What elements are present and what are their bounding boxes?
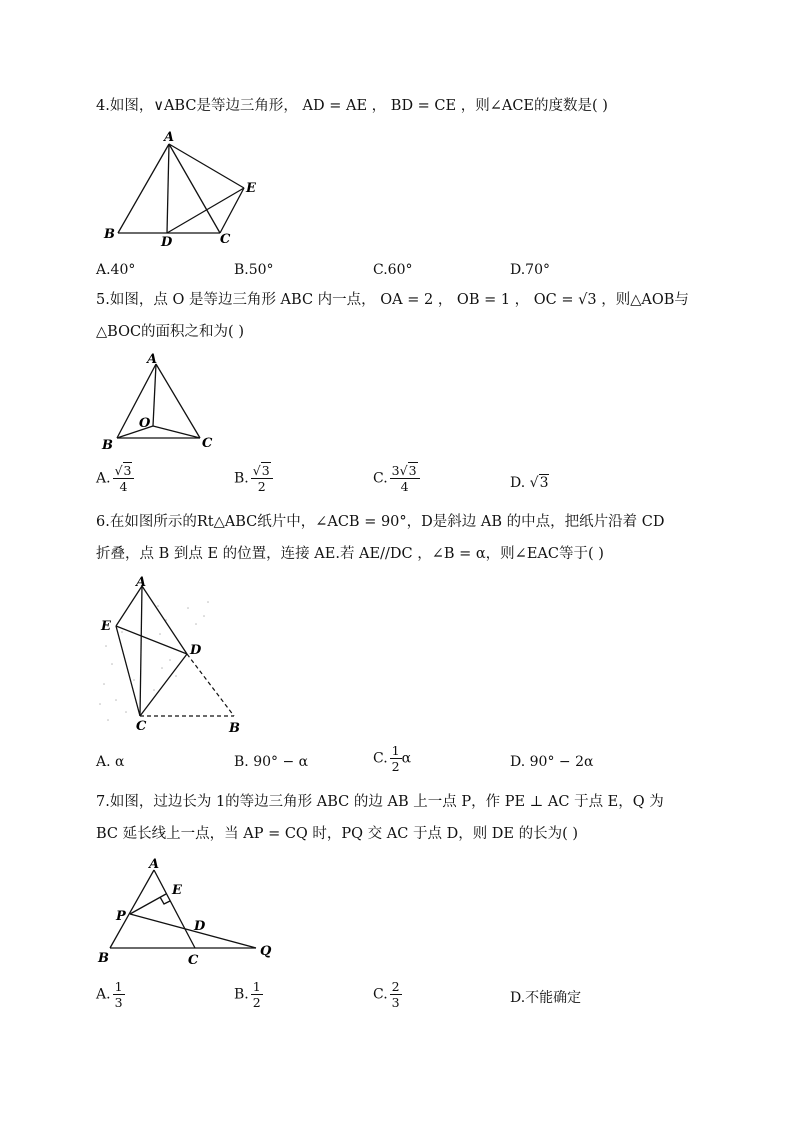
q7-option-b-fraction: $\frac{1}{2}$: [252, 979, 261, 1010]
q4-option-b[interactable]: B.50°: [234, 262, 274, 278]
q6-seg-db-dashed: [187, 654, 234, 716]
q6-label-a: A: [136, 575, 147, 590]
q6-option-b[interactable]: B. 90° − α: [234, 754, 309, 770]
q5-option-a-prefix: A.: [96, 470, 111, 487]
q4-label-a: A: [164, 130, 175, 145]
q5-figure: [96, 352, 226, 452]
q5-label-o: O: [139, 416, 151, 431]
q5-label-b: B: [102, 438, 113, 452]
q6-option-d[interactable]: D. 90° − 2α: [510, 754, 594, 770]
q7-figure: [96, 852, 286, 970]
q5-option-d-prefix: D.: [510, 475, 526, 491]
q7-label-d: D: [194, 919, 206, 934]
q5-label-a: A: [147, 352, 158, 367]
q6-figure: [96, 572, 256, 742]
q6-stem-line2: 折叠，点 B 到点 E 的位置，连接 AE.若 AE//DC ，∠B = α，则∠EAC等于( ): [96, 546, 604, 562]
q7-label-p: P: [116, 909, 126, 924]
q4-label-b: B: [104, 227, 115, 242]
q4-figure: [96, 130, 276, 252]
q5-option-b-prefix: B.: [234, 470, 249, 487]
q4-label-e: E: [246, 181, 256, 196]
q6-seg-ed: [116, 626, 187, 654]
q4-option-c[interactable]: C.60°: [373, 262, 413, 278]
q4-seg-ac: [169, 144, 220, 233]
q7-option-d[interactable]: D.不能确定: [510, 990, 582, 1006]
q5-option-d[interactable]: D. √3: [510, 475, 549, 491]
q4-option-a[interactable]: A.40°: [96, 262, 136, 278]
q6-label-b: B: [229, 721, 240, 736]
q5-seg-ac: [156, 364, 200, 438]
q5-option-b-fraction: $\frac{√3}{2}$: [251, 464, 273, 493]
q5-option-c-fraction: $\frac{3√3}{4}$: [390, 464, 420, 493]
q5-option-c[interactable]: [373, 464, 420, 493]
q4-stem: 4.如图，∨ABC是等边三角形， AD = AE ， BD = CE ，则∠ACE的度数是( ): [96, 98, 608, 114]
q5-stem-line2: △BOC的面积之和为( ): [96, 324, 244, 340]
q7-stem-line1: 7.如图，过边长为 1的等边三角形 ABC 的边 AB 上一点 P，作 PE ⊥ AC 于点 E，Q 为: [96, 794, 664, 810]
q7-option-c-fraction: $\frac{2}{3}$: [391, 979, 400, 1010]
q5-option-c-prefix: C.: [373, 470, 388, 487]
q7-option-a-prefix: A.: [96, 986, 111, 1003]
q5-seg-oc: [153, 426, 200, 438]
q4-option-d[interactable]: D.70°: [510, 262, 550, 278]
q7-label-c: C: [188, 953, 199, 968]
q7-label-e: E: [172, 883, 182, 898]
q7-stem-line2: BC 延长线上一点，当 AP = CQ 时，PQ 交 AC 于点 D，则 DE 的长为( ): [96, 826, 579, 842]
q6-option-c-prefix: C.: [373, 750, 388, 767]
q6-label-c: C: [136, 719, 147, 734]
q7-option-c-prefix: C.: [373, 986, 388, 1003]
q5-stem-line1: 5.如图，点 O 是等边三角形 ABC 内一点， OA = 2 ， OB = 1 ， OC = √3 ，则△AOB与: [96, 292, 689, 308]
q7-seg-ac: [154, 870, 195, 948]
q5-option-a-fraction: $\frac{√3}{4}$: [113, 464, 135, 493]
q6-option-c-fraction: $\frac{1}{2}$: [391, 743, 400, 774]
q6-seg-ad: [142, 586, 187, 654]
q4-label-c: C: [220, 232, 231, 247]
q6-seg-ec: [116, 626, 140, 716]
q6-option-c[interactable]: [373, 744, 411, 773]
q5-label-c: C: [202, 436, 213, 451]
q7-option-a-fraction: $\frac{1}{3}$: [114, 979, 123, 1010]
q6-seg-dc: [140, 654, 187, 716]
q6-label-d: D: [190, 643, 202, 658]
q4-seg-ab: [118, 144, 169, 233]
q7-option-c[interactable]: [373, 980, 402, 1009]
q7-option-b[interactable]: [234, 980, 263, 1009]
q5-option-b[interactable]: [234, 464, 273, 493]
q6-seg-ac: [140, 586, 142, 716]
q4-seg-ad: [167, 144, 169, 233]
q6-option-c-suffix: α: [401, 750, 412, 767]
q7-option-b-prefix: B.: [234, 986, 249, 1003]
q6-stem-line1: 6.在如图所示的Rt△ABC纸片中，∠ACB = 90°，D是斜边 AB 的中点，把纸片沿着 CD: [96, 514, 665, 530]
q5-option-d-radicand: 3: [539, 475, 549, 491]
q7-label-q: Q: [260, 944, 272, 959]
q6-seg-ae: [116, 586, 142, 626]
q5-option-a[interactable]: [96, 464, 134, 493]
q6-label-e: E: [101, 619, 111, 634]
q4-label-d: D: [161, 235, 173, 250]
q7-label-b: B: [98, 951, 109, 966]
q4-seg-ae: [169, 144, 244, 188]
q5-seg-oa: [153, 364, 156, 426]
q7-label-a: A: [149, 857, 160, 872]
q7-option-a[interactable]: [96, 980, 125, 1009]
q6-option-a[interactable]: A. α: [96, 754, 125, 770]
